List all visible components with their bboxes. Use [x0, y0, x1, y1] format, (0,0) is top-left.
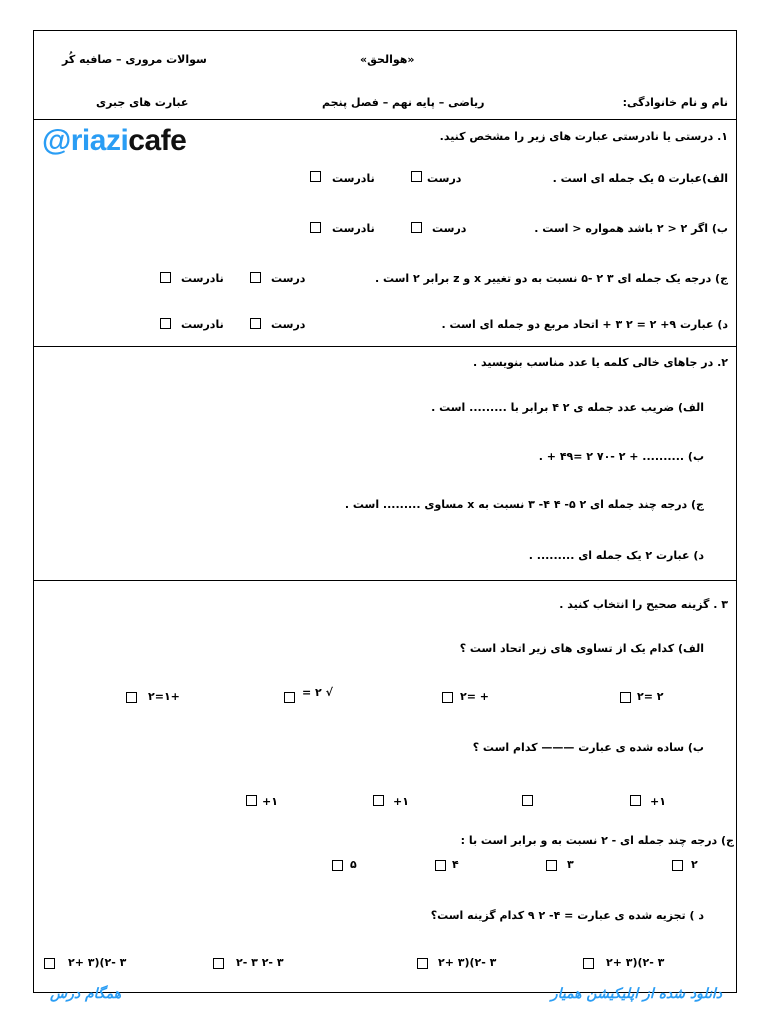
q3-d-opt2-checkbox[interactable] [417, 958, 428, 969]
q1-c-false-label: نادرست [181, 272, 224, 285]
q1-b-true-label: درست [432, 222, 467, 235]
q1-d-text: د) عبارت ۹+ ۲ = ۲ ۳ + اتحاد مربع دو جمله ای است . [441, 318, 728, 331]
q3-c-text: ج) درجه چند جمله ای - ۲ نسبت به و برابر است با : [460, 834, 734, 847]
q3-b-opt2-checkbox[interactable] [522, 795, 533, 806]
q1-a-false-label: نادرست [332, 172, 375, 185]
q1-title: ۱. درستی یا نادرستی عبارت های زیر را مشخص کنید. [439, 130, 728, 143]
q3-d-opt4-checkbox[interactable] [44, 958, 55, 969]
q3-b-opt1-checkbox[interactable] [630, 795, 641, 806]
q1-d-true-checkbox[interactable] [250, 318, 261, 329]
q3-d-opt4: ۳ -۲)(۳ +۲ [68, 956, 127, 969]
q3-b-opt1: ۱+ [650, 795, 666, 808]
q1-c-text: ج) درجه یک جمله ای ۳ ۲ -۵ نسبت به دو تغییر x و z برابر ۲ است . [374, 272, 728, 285]
q1-divider [33, 346, 737, 347]
q3-a-opt2: + =۲ [460, 690, 489, 703]
q3-c-opt1: ۲ [691, 858, 698, 871]
q3-d-opt3: ۳ -۲ ۳ -۲ [236, 956, 284, 969]
q3-a-opt4-checkbox[interactable] [126, 692, 137, 703]
q3-c-opt3: ۴ [452, 858, 459, 871]
q3-d-text: د ) تجزیه شده ی عبارت = ۴- ۲ ۹ کدام گزینه است؟ [430, 909, 704, 922]
q1-a-true-checkbox[interactable] [411, 171, 422, 182]
q3-a-opt4: +۱=۲ [148, 690, 180, 703]
q1-a-true-label: درست [427, 172, 462, 185]
q3-c-opt4: ۵ [350, 858, 357, 871]
q3-d-opt3-checkbox[interactable] [213, 958, 224, 969]
q1-c-true-checkbox[interactable] [250, 272, 261, 283]
q2-divider [33, 580, 737, 581]
q3-d-opt2: ۳ -۲)(۳ +۲ [438, 956, 497, 969]
header-divider [33, 119, 737, 120]
q3-c-opt1-checkbox[interactable] [672, 860, 683, 871]
doc-subtitle: سوالات مروری – صافیه کُر [62, 53, 207, 66]
q2-b-text: ب) .......... + ۲ -۷۰ ۲ =۴۹ + . [538, 450, 704, 463]
q3-c-opt3-checkbox[interactable] [435, 860, 446, 871]
q1-a-false-checkbox[interactable] [310, 171, 321, 182]
q1-b-true-checkbox[interactable] [411, 222, 422, 233]
q3-b-text: ب) ساده شده ی عبارت ——— کدام است ؟ [472, 741, 704, 754]
q3-a-opt3: √ ۲ = [302, 686, 333, 699]
q1-b-false-label: نادرست [332, 222, 375, 235]
q3-c-opt4-checkbox[interactable] [332, 860, 343, 871]
q3-d-opt1: ۳ -۲)(۳ +۲ [606, 956, 665, 969]
q3-title: ۳ . گزینه صحیح را انتخاب کنید . [559, 598, 728, 611]
q3-a-text: الف) کدام یک از تساوی های زیر اتحاد است ؟ [459, 642, 704, 655]
q3-b-opt4: ۱+ [262, 795, 278, 808]
riazicafe-logo: @riazicafe [42, 124, 187, 157]
q1-d-true-label: درست [271, 318, 306, 331]
q2-c-text: ج) درجه چند جمله ای ۲ ۵- ۴ ۴- ۳ نسبت به x مساوی ......... است . [344, 498, 704, 511]
course-info: ریاضی – پایه نهم – فصل پنجم [322, 96, 485, 109]
download-watermark: دانلود شده از اپلیکیشن همیار [550, 986, 722, 1002]
q1-c-false-checkbox[interactable] [160, 272, 171, 283]
q3-a-opt1-checkbox[interactable] [620, 692, 631, 703]
q3-c-opt2-checkbox[interactable] [546, 860, 557, 871]
q2-title: ۲. در جاهای خالی کلمه یا عدد مناسب بنویسید . [472, 356, 728, 369]
q2-a-text: الف) ضریب عدد جمله ی ۲ ۴ برابر با ......... است . [431, 401, 704, 414]
q1-b-text: ب) اگر ۲ < ۲ باشد همواره < است . [534, 222, 728, 235]
q3-c-opt2: ۳ [567, 858, 574, 871]
q1-a-text: الف)عبارت ۵ یک جمله ای است . [552, 172, 728, 185]
q1-c-true-label: درست [271, 272, 306, 285]
q3-b-opt4-checkbox[interactable] [246, 795, 257, 806]
q3-a-opt1: ۲ =۲ [637, 690, 664, 703]
doc-heading: «هوالحق» [360, 53, 415, 66]
q3-a-opt3-checkbox[interactable] [284, 692, 295, 703]
hamgam-watermark: همگام درس [50, 986, 122, 1002]
name-label: نام و نام خانوادگی: [622, 96, 728, 109]
q1-b-false-checkbox[interactable] [310, 222, 321, 233]
q1-d-false-label: نادرست [181, 318, 224, 331]
q3-b-opt3: ۱+ [393, 795, 409, 808]
q3-d-opt1-checkbox[interactable] [583, 958, 594, 969]
q2-d-text: د) عبارت ۲ یک جمله ای ......... . [528, 549, 704, 562]
q3-a-opt2-checkbox[interactable] [442, 692, 453, 703]
chapter-title: عبارت های جبری [96, 96, 189, 109]
q3-b-opt3-checkbox[interactable] [373, 795, 384, 806]
q1-d-false-checkbox[interactable] [160, 318, 171, 329]
